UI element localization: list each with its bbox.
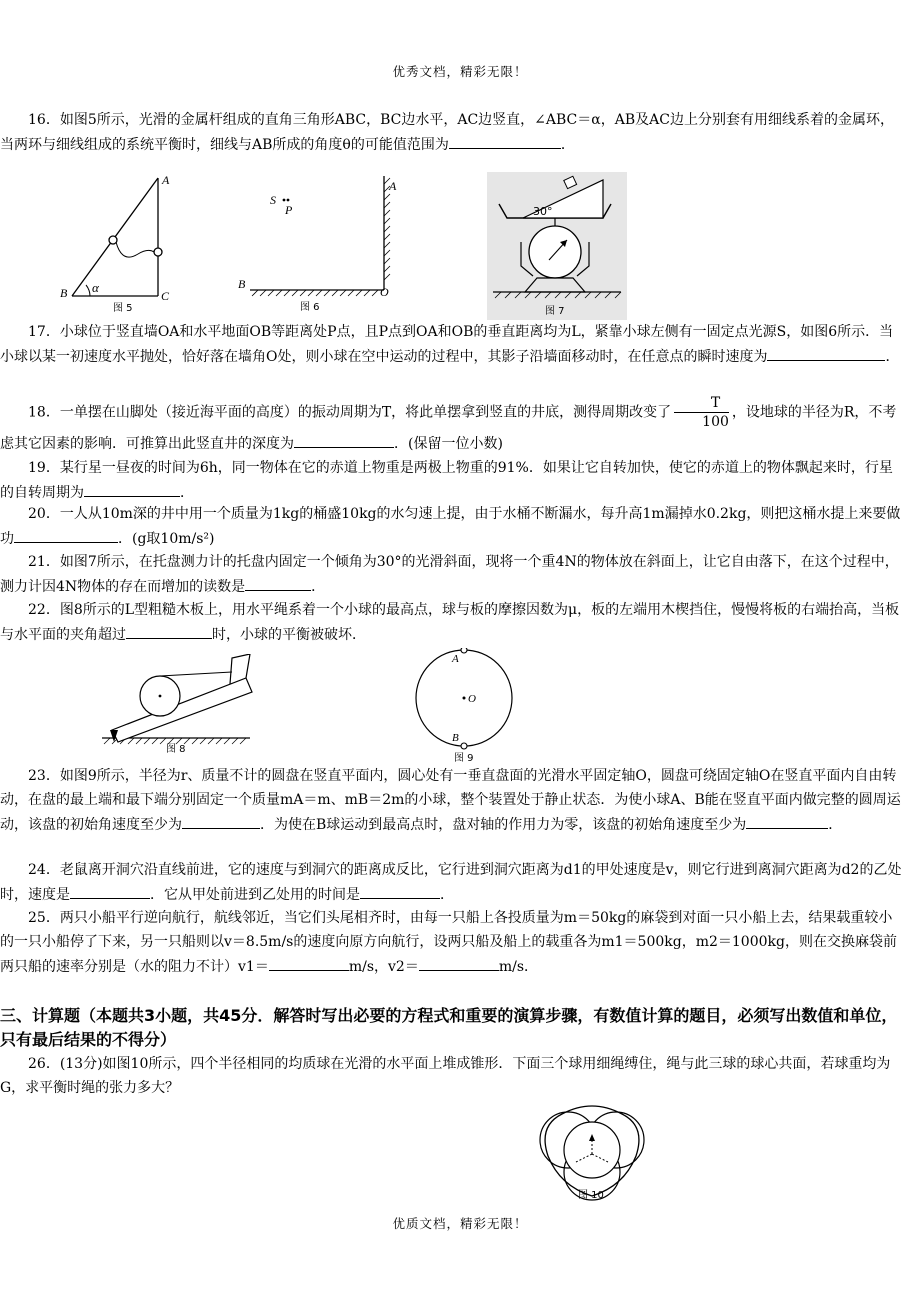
q22-part2: 时，小球的平衡被破坏． bbox=[212, 627, 366, 643]
q20-part1: 20．一人从10m深的井中用一个质量为1kg的桶盛10kg的水匀速上提，由于水桶不断漏水，每升高1m漏掉水0.2kg，则把这桶水提上来要做功 bbox=[0, 506, 901, 547]
fig5-thread bbox=[116, 242, 154, 257]
fig8-ball-center bbox=[159, 695, 162, 698]
fig9-label-b: B bbox=[452, 732, 459, 744]
q24-answer-blank-2[interactable] bbox=[360, 882, 440, 899]
page-footer: 优质文档，精彩无限！ bbox=[392, 1216, 528, 1231]
q21-text: 21．如图7所示，在托盘测力计的托盘内固定一个倾角为30°的光滑斜面，现将一个重4N的物体放在斜面上，让它自由落下，在这个过程中，测力计因4N物体的存在而增加的读数是 bbox=[0, 554, 899, 595]
q18-part2: ，设地球的半径为R，不考虑其它因素的影响．可推算出此竖直井的深度为 bbox=[0, 404, 897, 452]
q18-part1: 18．一单摆在山脚处（接近海平面的高度）的振动周期为T，将此单摆拿到竖直的井底，测得周期改变了 bbox=[28, 404, 672, 421]
fig9-caption: 图 9 bbox=[454, 753, 474, 764]
q22-part1: 22．图8所示的L型粗糙木板上，用水平绳系着一个小球的最高点，球与板的摩擦因数为μ，板的左端用木楔挡住，慢慢将板的右端抬高，当板与水平面的夹角超过 bbox=[0, 602, 900, 643]
fig6-label-o: O bbox=[380, 285, 389, 299]
fig5-label-a: A bbox=[162, 173, 170, 187]
q18-answer-blank[interactable] bbox=[294, 431, 394, 448]
question-19: 19．某行星一昼夜的时间为6h，同一物体在它的赤道上物重是两极上物重的91%．如果让它自转加快，使它的赤道上的物体飘起来时，行星的自转周期为 ． bbox=[0, 460, 893, 501]
q25-answer-blank-1[interactable] bbox=[269, 954, 349, 971]
q17-text: 17．小球位于竖直墙OA和水平地面OB等距离处P点，且P点到OA和OB的垂直距离均为L，紧靠小球左侧有一固定点光源S，如图6所示．当小球以某一初速度水平抛处，恰好落在墙角O处，则小球在空中运动的过程中，其影子沿墙面移动时，在任意点的瞬时速度为 bbox=[0, 324, 894, 365]
question-16: 16．如图5所示，光滑的金属杆组成的直角三角形ABC，BC边水平，AC边竖直，∠ABC＝α，AB及AC边上分别套有用细线系着的金属环，当两环与细线组成的系统平衡时，细线与AB所成的角度θ的可能值范围为 ． bbox=[0, 112, 894, 153]
fig5-label-alpha: α bbox=[92, 280, 99, 295]
page-header: 优秀文档，精彩无限！ bbox=[392, 64, 528, 79]
fig6-ground-hatch bbox=[252, 290, 378, 296]
q16-answer-blank[interactable] bbox=[449, 132, 561, 149]
q26-text: 26．(13分)如图10所示，四个半径相同的均质球在光滑的水平面上堆成锥形．下面三个球用细绳缚住，绳与此三球的球心共面，若球重均为G，求平衡时绳的张力多大？ bbox=[0, 1056, 891, 1096]
fig6-source-point bbox=[283, 199, 286, 202]
q18-frac-num: T bbox=[674, 394, 729, 413]
fig9-label-a: A bbox=[452, 653, 459, 665]
question-25 bbox=[0, 906, 902, 979]
figure-6 bbox=[232, 172, 412, 320]
q16-text: 16．如图5所示，光滑的金属杆组成的直角三角形ABC，BC边水平，AC边竖直，∠ABC＝α，AB及AC边上分别套有用细线系着的金属环，当两环与细线组成的系统平衡时，细线与AB所成的角度θ的可能值范围为 bbox=[0, 112, 894, 153]
q24-part3: ． bbox=[440, 887, 454, 903]
q23-part1: 23．如图9所示，半径为r、质量不计的圆盘在竖直平面内，圆心处有一垂直盘面的光滑水平固定轴O，圆盘可绕固定轴O在竖直平面内自由转动，在盘的最上端和最下端分别固定一个质量mA＝m、mB＝2m的小球，整个装置处于静止状态．为使小球A、B能在竖直平面内做完整的圆周运动，该盘的初始角速度至少为 bbox=[0, 768, 901, 833]
q24-part1: 24．老鼠离开洞穴沿直线前进，它的速度与到洞穴的距离成反比，它行进到洞穴距离为d1的甲处速度是v，则它行进到离洞穴距离为d2的乙处时，速度是 bbox=[0, 862, 902, 903]
question-22 bbox=[0, 598, 902, 647]
fig7-dial bbox=[529, 226, 581, 278]
question-20 bbox=[0, 502, 902, 551]
q23-part2: ．为使在B球运动到最高点时，盘对轴的作用力为零，该盘的初始角速度至少为 bbox=[260, 817, 747, 833]
q25-part3: m/s． bbox=[498, 959, 539, 975]
figure-8 bbox=[98, 654, 268, 754]
question-21: 21．如图7所示，在托盘测力计的托盘内固定一个倾角为30°的光滑斜面，现将一个重4N的物体放在斜面上，让它自由落下，在这个过程中，测力计因4N物体的存在而增加的读数是 ． bbox=[0, 554, 899, 595]
fig6-label-p: P bbox=[285, 203, 293, 217]
fig5-angle-arc bbox=[86, 285, 90, 296]
q23-answer-blank-2[interactable] bbox=[746, 812, 828, 829]
fig5-label-c: C bbox=[161, 289, 170, 303]
fig6-wall-hatch bbox=[384, 178, 390, 280]
fig7-angle-label: 30° bbox=[533, 205, 553, 218]
q23-part3: ． bbox=[828, 817, 843, 833]
q21-answer-blank[interactable] bbox=[245, 574, 311, 591]
q19-answer-blank[interactable] bbox=[84, 480, 180, 497]
q20-part2: ．(g取10m/s²) bbox=[118, 531, 215, 547]
q20-answer-blank[interactable] bbox=[14, 526, 118, 543]
figure-5 bbox=[58, 168, 183, 316]
fig8-rope bbox=[160, 672, 232, 676]
fig5-caption: 图 5 bbox=[113, 303, 133, 314]
fig6-label-b: B bbox=[238, 277, 246, 291]
fig7-caption: 图 7 bbox=[545, 306, 565, 317]
q19-text: 19．某行星一昼夜的时间为6h，同一物体在它的赤道上物重是两极上物重的91%．如果让它自转加快，使它的赤道上的物体飘起来时，行星的自转周期为 bbox=[0, 460, 893, 501]
fig8-board bbox=[112, 678, 252, 742]
q22-answer-blank[interactable] bbox=[126, 622, 212, 639]
fig10-caption: 图 10 bbox=[578, 1190, 604, 1201]
q25-answer-blank-2[interactable] bbox=[419, 954, 499, 971]
question-18 bbox=[0, 394, 902, 456]
fig8-caption: 图 8 bbox=[166, 744, 186, 755]
q23-answer-blank-1[interactable] bbox=[182, 812, 260, 829]
fig9-ball-a bbox=[461, 648, 467, 653]
q18-part3: ．(保留一位小数) bbox=[394, 436, 503, 452]
question-26 bbox=[0, 1052, 902, 1100]
fig5-ring-ac bbox=[154, 248, 162, 256]
figure-7 bbox=[487, 172, 627, 320]
fig6-label-a: A bbox=[389, 179, 397, 193]
fig5-label-b: B bbox=[60, 286, 68, 300]
fig6-ball-point bbox=[287, 199, 290, 202]
section-3-heading: 三、计算题（本题共3小题，共45分．解答时写出必要的方程式和重要的演算步骤，有数值计算的题目，必须写出数值和单位，只有最后结果的不得分） bbox=[0, 1006, 898, 1049]
question-24 bbox=[0, 858, 902, 907]
q18-fraction bbox=[674, 394, 729, 431]
q17-answer-blank[interactable] bbox=[767, 344, 885, 361]
fig6-label-s: S bbox=[270, 193, 276, 207]
figure-10 bbox=[532, 1104, 652, 1204]
question-23 bbox=[0, 764, 902, 837]
q25-part2: m/s，v2＝ bbox=[348, 959, 419, 975]
q24-part2: ．它从甲处前进到乙处用的时间是 bbox=[150, 887, 360, 903]
figure-9 bbox=[414, 648, 518, 764]
q25-part1: 25．两只小船平行逆向航行，航线邻近，当它们头尾相齐时，由每一只船上各投质量为m＝50kg的麻袋到对面一只小船上去，结果载重较小的一只小船停了下来，另一只船则以v＝8.5m/s的速度向原方向航行，设两只船及船上的载重各为m1＝500kg，m2＝1000kg，则在交换麻袋前两只船的速率分别是（水的阻力不计）v1＝ bbox=[0, 910, 897, 975]
q18-frac-den: 100 bbox=[702, 414, 729, 430]
question-17: 17．小球位于竖直墙OA和水平地面OB等距离处P点，且P点到OA和OB的垂直距离均为L，紧靠小球左侧有一固定点光源S，如图6所示．当小球以某一初速度水平抛处，恰好落在墙角O处，则小球在空中运动的过程中，其影子沿墙面移动时，在任意点的瞬时速度为 ． bbox=[0, 324, 900, 365]
fig6-caption: 图 6 bbox=[300, 302, 320, 313]
fig9-label-o: O bbox=[468, 693, 476, 705]
fig9-center bbox=[463, 697, 466, 700]
q24-answer-blank-1[interactable] bbox=[70, 882, 150, 899]
